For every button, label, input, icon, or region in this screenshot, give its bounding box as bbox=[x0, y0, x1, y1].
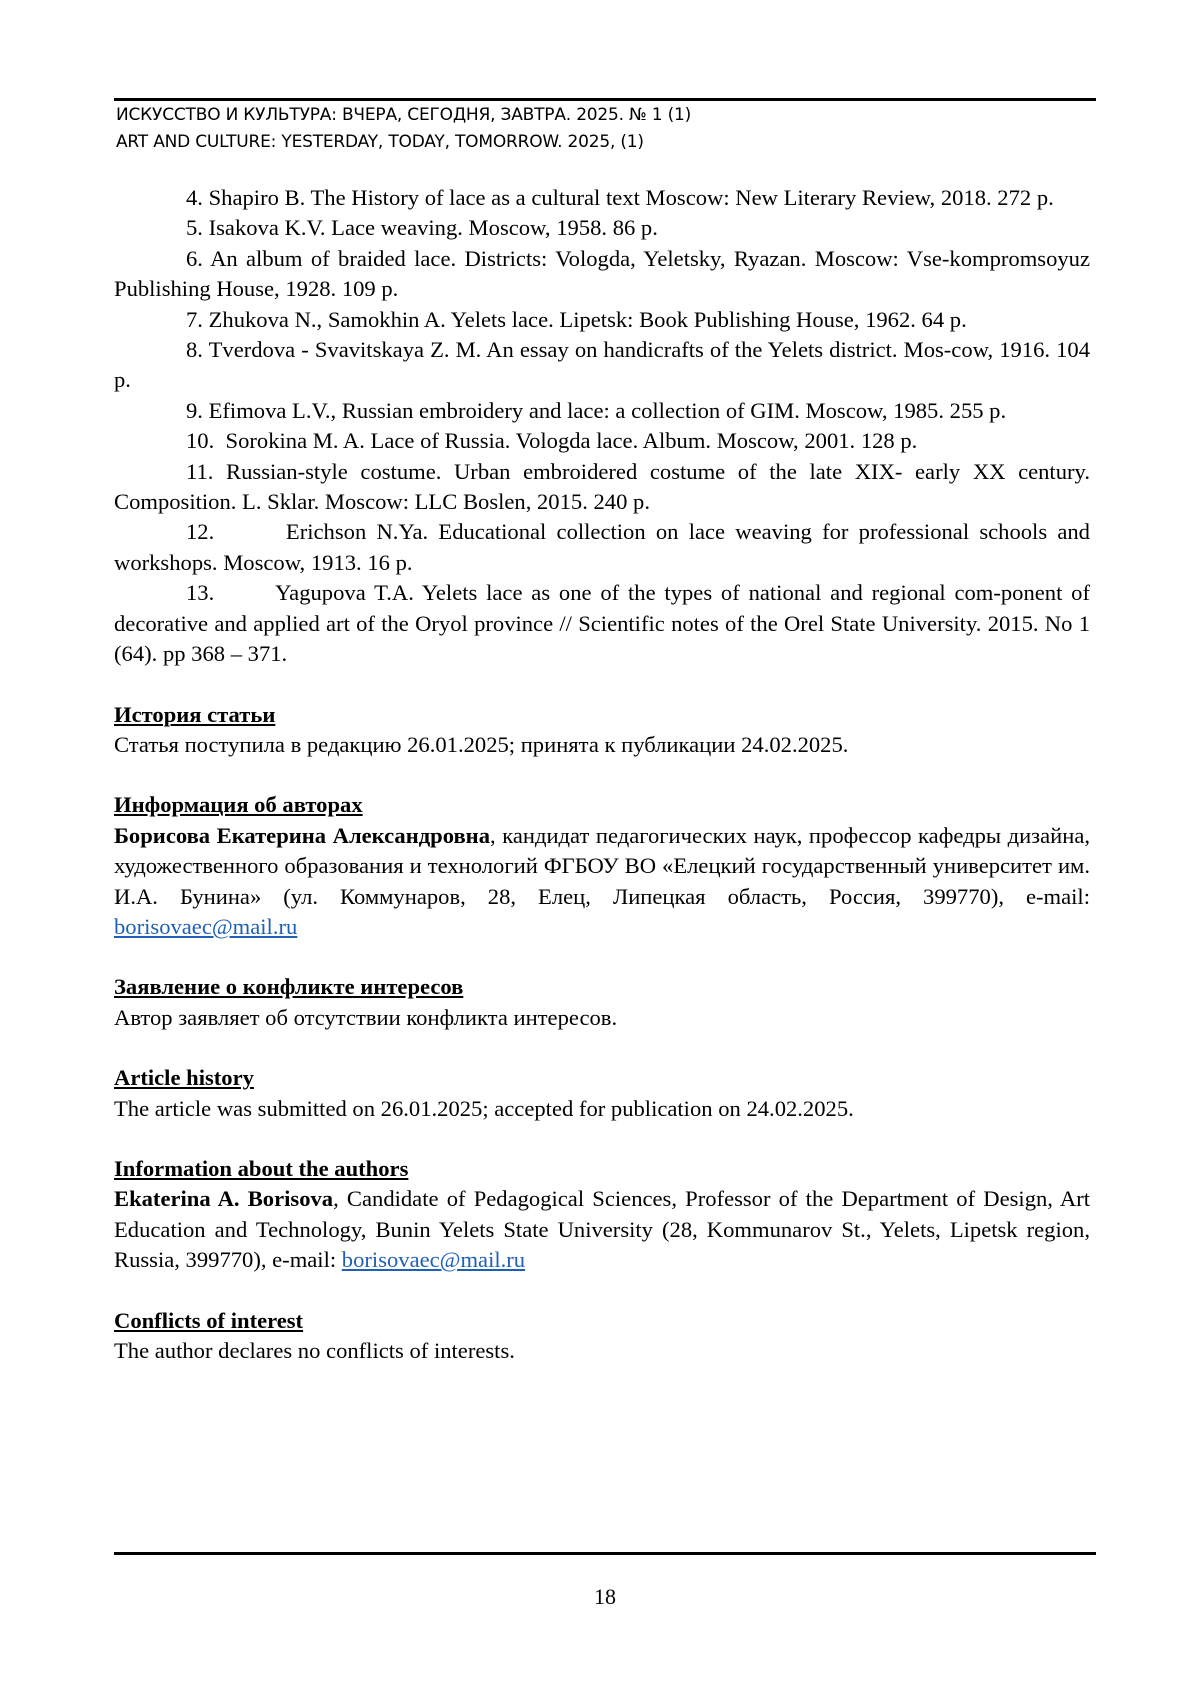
author-name: Ekaterina A. Borisova bbox=[114, 1186, 334, 1212]
page-body bbox=[114, 183, 1090, 1366]
section-title: История статьи bbox=[114, 701, 276, 727]
reference-item: 7. Zhukova N., Samokhin A. Yelets lace. Lipetsk: Book Publishing House, 1962. 64 p. bbox=[186, 306, 967, 332]
section-history-en bbox=[114, 1063, 1090, 1124]
section-title: Information about the authors bbox=[114, 1155, 409, 1181]
header-line-en: ART AND CULTURE: YESTERDAY, TODAY, TOMORROW. 2025, (1) bbox=[116, 132, 644, 152]
section-text: The article was submitted on 26.01.2025; accepted for publication on 24.02.2025. bbox=[114, 1095, 854, 1121]
reference-item: 5. Isakova K.V. Lace weaving. Moscow, 1958. 86 p. bbox=[186, 215, 658, 241]
page bbox=[114, 0, 1096, 1697]
reference-item: 9. Efimova L.V., Russian embroidery and lace: a collection of GIM. Moscow, 1985. 255 p. bbox=[186, 397, 1007, 423]
reference-item: 8. Tverdova - Svavitskaya Z. M. An essay on handicrafts of the Yelets district. Mos-cow, 1916. 104 p. bbox=[114, 337, 1090, 393]
reference-item: 10. Sorokina M. A. Lace of Russia. Vologda lace. Album. Moscow, 2001. 128 p. bbox=[186, 428, 918, 454]
section-history-ru bbox=[114, 700, 1090, 761]
reference-item: 6. An album of braided lace. Districts: Vologda, Yeletsky, Ryazan. Moscow: Vse-kompromsoyuz Publishing House, 1928. 109 p. bbox=[114, 245, 1090, 302]
section-title: Article history bbox=[114, 1065, 254, 1091]
section-text: Статья поступила в редакцию 26.01.2025; принята к публикации 24.02.2025. bbox=[114, 731, 849, 757]
author-name: Борисова Екатерина Александровна bbox=[114, 822, 490, 848]
email-link[interactable]: borisovaec@mail.ru bbox=[341, 1247, 526, 1273]
section-text: Борисова Екатерина Александровна, кандидат педагогических наук, профессор кафедры дизайна, художественного образования и технологий ФГБОУ ВО «Елецкий государственный университет им. И.А. Бунина» (ул. Коммунаров, 28, Елец, Липецкая область, Россия, 399770), e-mail: borisovaec@mail.ru bbox=[114, 822, 1090, 939]
reference-item: 12. Erichson N.Ya. Educational collection on lace weaving for professional schools and workshops. Moscow, 1913. 16 p. bbox=[114, 519, 1090, 575]
running-header bbox=[116, 102, 1096, 156]
email-link[interactable]: borisovaec@mail.ru bbox=[114, 913, 298, 939]
reference-item: 11. Russian-style costume. Urban embroidered costume of the late XIX- early XX century. Composition. L. Sklar. Moscow: LLC Boslen, 2015. 240 p. bbox=[114, 458, 1091, 515]
section-authors-en bbox=[114, 1154, 1090, 1276]
header-line-ru: ИСКУССТВО И КУЛЬТУРА: ВЧЕРА, СЕГОДНЯ, ЗАВТРА. 2025. № 1 (1) bbox=[116, 105, 692, 125]
reference-item: 13. Yagupova T.A. Yelets lace as one of the types of national and regional com-ponent of decorative and applied art of the Oryol province // Scientific notes of the Orel State University. 2015. No 1 (64). pp 368 – 371. bbox=[114, 580, 1090, 667]
section-authors-ru bbox=[114, 790, 1090, 942]
section-title: Информация об авторах bbox=[114, 792, 363, 818]
section-text: Автор заявляет об отсутствии конфликта интересов. bbox=[114, 1004, 618, 1030]
section-text: Ekaterina A. Borisova, Candidate of Pedagogical Sciences, Professor of the Department of Design, Art Education and Technology, Bunin Yelets State University (28, Kommunarov St., Yelets, Lipetsk region, Russia, 399770), e-mail: borisovaec@mail.ru bbox=[114, 1186, 1090, 1273]
header-rule bbox=[114, 98, 1096, 101]
section-title: Conflicts of interest bbox=[114, 1307, 304, 1333]
section-conflict-ru bbox=[114, 972, 1090, 1033]
reference-item: 4. Shapiro B. The History of lace as a cultural text Moscow: New Literary Review, 2018. 272 p. bbox=[186, 185, 1054, 210]
footer-rule bbox=[114, 1552, 1096, 1555]
page-number: 18 bbox=[594, 1584, 616, 1609]
reference-list bbox=[114, 183, 1090, 670]
section-conflict-en bbox=[114, 1306, 1090, 1367]
section-text: The author declares no conflicts of interests. bbox=[114, 1338, 515, 1363]
section-title: Заявление о конфликте интересов bbox=[114, 974, 464, 1000]
